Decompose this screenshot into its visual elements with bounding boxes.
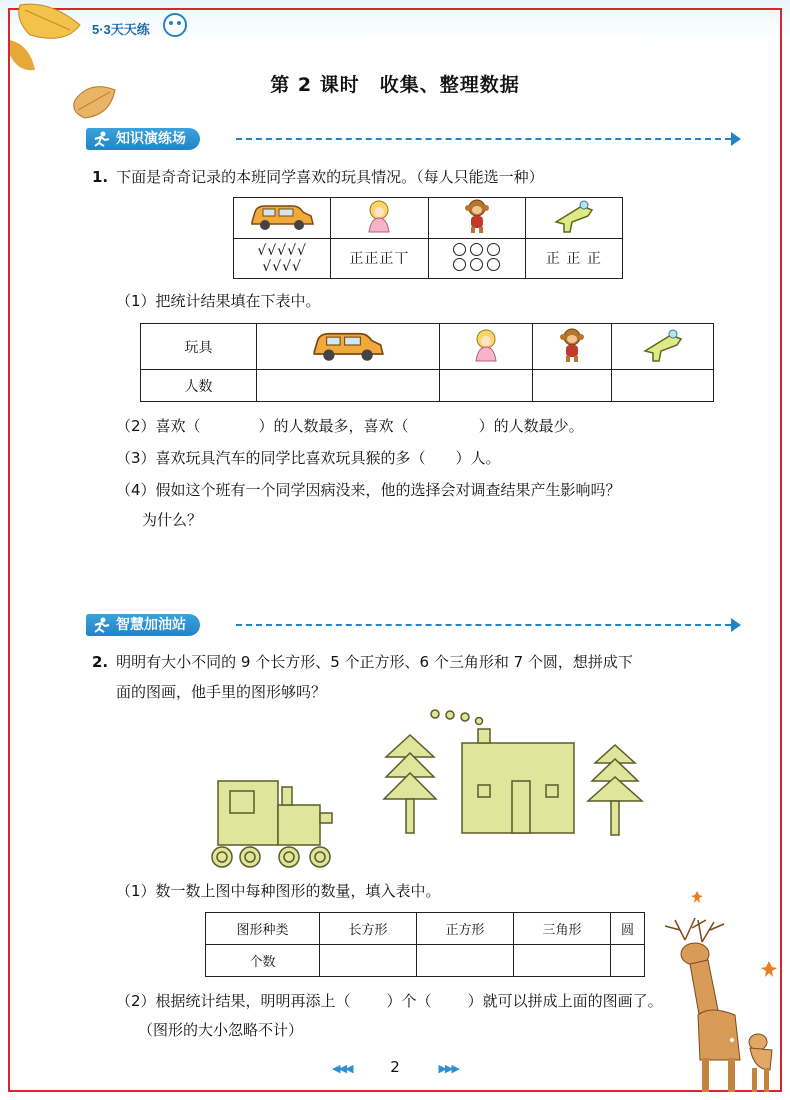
q2-sub2-part3: ）就可以拼成上面的图画了。 [467,992,663,1010]
monkey-icon [460,198,494,234]
car-tally-line1: √√√√√ [257,242,307,259]
tally-circle [487,258,500,271]
answer-cell-monkey[interactable] [533,370,612,402]
shape-picture [200,705,650,875]
q1-sub4-cont: 为什么？ [142,511,203,529]
tally-circle [453,258,466,271]
doll-tally: 正正正丅 [349,250,410,267]
tree-shape [588,745,642,835]
section-divider [236,138,731,140]
q1-sub3-part1: （3）喜欢玩具汽车的同学比喜欢玩具猴的多（ [116,449,426,467]
next-arrows-icon: ▶▶▶ [438,1062,458,1075]
gun-tally: 正 正 正 [545,250,602,267]
result-toy-header: 玩具 [141,324,257,370]
result-count-header: 人数 [141,370,257,402]
page-footer [0,1058,790,1076]
result-car-cell [257,324,440,370]
answer-cell-square[interactable] [417,945,514,977]
result-monkey-cell [533,324,612,370]
result-count-row [141,370,714,402]
water-gun-icon [641,327,685,363]
shape-kind-header: 图形种类 [206,913,320,945]
q1-sub2-part1: （2）喜欢（ [116,417,201,435]
page-title: 第 2 课时 收集、整理数据 [270,74,520,96]
q2-number: 2. [92,653,109,671]
toy-car-cell [234,198,331,239]
tally-toy-row [234,198,623,239]
shape-kind-square: 正方形 [417,913,514,945]
arrow-right-icon [731,618,741,632]
runner-icon [92,131,110,147]
q1-prompt [92,166,544,187]
prev-arrows-icon: ◀◀◀ [332,1062,352,1075]
result-toy-row [141,324,714,370]
q2-text2: 面的图画，他手里的图形够吗？ [116,683,327,701]
gun-tally-cell [525,239,622,279]
tally-table [233,197,623,279]
q2-sub2-note: （图形的大小忽略不计） [138,1021,304,1039]
doll-icon [466,327,506,363]
house-shape [431,710,574,833]
answer-cell-car[interactable] [257,370,440,402]
q1-sub2-part3: ）的人数最少。 [478,417,584,435]
q1-sub2 [116,415,584,436]
section-divider [236,624,731,626]
section-practice-label: 知识演练场 [116,131,186,147]
q1-text: 下面是奇奇记录的本班同学喜欢的玩具情况。（每人只能选一种） [116,168,544,186]
shape-kind-rect: 长方形 [320,913,417,945]
toy-gun-cell [525,198,622,239]
section-boost-tag [86,614,200,636]
autumn-leaves-decoration [10,0,100,75]
tree-shape [384,735,436,833]
water-gun-icon [552,198,596,234]
car-tally-cell [234,239,331,279]
monkey-tally-circles [451,242,502,272]
runner-icon [92,617,110,633]
section-practice [86,128,746,150]
q2-sub2 [116,990,663,1011]
shape-kind-circle: 圆 [611,913,645,945]
q2-prompt [92,651,633,672]
result-doll-cell [440,324,533,370]
q2-sub1: （1）数一数上图中每种图形的数量，填入表中。 [116,882,441,900]
shape-kind-triangle: 三角形 [514,913,611,945]
toy-monkey-cell [428,198,525,239]
q2-text1: 明明有大小不同的 9 个长方形、5 个正方形、6 个三角形和 7 个圆，想拼成下 [116,653,633,671]
shape-kind-row [206,913,645,945]
leaf-icon [760,960,778,978]
car-icon [308,327,388,363]
shape-count-row [206,945,645,977]
result-gun-cell [612,324,714,370]
doll-icon [359,198,399,234]
monkey-tally-cell [428,239,525,279]
answer-cell-rect[interactable] [320,945,417,977]
section-boost-label: 智慧加油站 [116,617,186,633]
leaf-icon [690,890,704,904]
q1-sub2-part2: ）的人数最多，喜欢（ [258,417,409,435]
shape-count-table [205,912,645,977]
tally-circle [470,243,483,256]
q2-sub2-part1: （2）根据统计结果，明明再添上（ [116,992,351,1010]
car-tally-line2: √√√√ [262,258,302,275]
q1-sub4: （4）假如这个班有一个同学因病没来，他的选择会对调查结果产生影响吗？ [116,481,621,499]
q2-sub2-part2: ）个（ [386,992,432,1010]
section-practice-tag [86,128,200,150]
section-boost [86,614,746,636]
doll-tally-cell [331,239,428,279]
shape-count-header: 个数 [206,945,320,977]
brand-label: 5·3天天练 [92,22,150,37]
result-table [140,323,714,402]
answer-cell-doll[interactable] [440,370,533,402]
q1-sub1: （1）把统计结果填在下表中。 [116,292,321,310]
page-number: 2 [390,1058,400,1076]
car-icon [247,200,317,232]
q1-sub3 [116,447,501,468]
answer-cell-gun[interactable] [612,370,714,402]
mascot-icon [160,12,190,38]
train-shape [212,781,332,867]
tally-circle [470,258,483,271]
tally-record-row [234,239,623,279]
tally-circle [453,243,466,256]
q1-sub3-part2: ）人。 [455,449,501,467]
arrow-right-icon [731,132,741,146]
tally-circle [487,243,500,256]
q1-number: 1. [92,168,109,186]
toy-doll-cell [331,198,428,239]
monkey-icon [555,327,589,363]
answer-cell-triangle[interactable] [514,945,611,977]
